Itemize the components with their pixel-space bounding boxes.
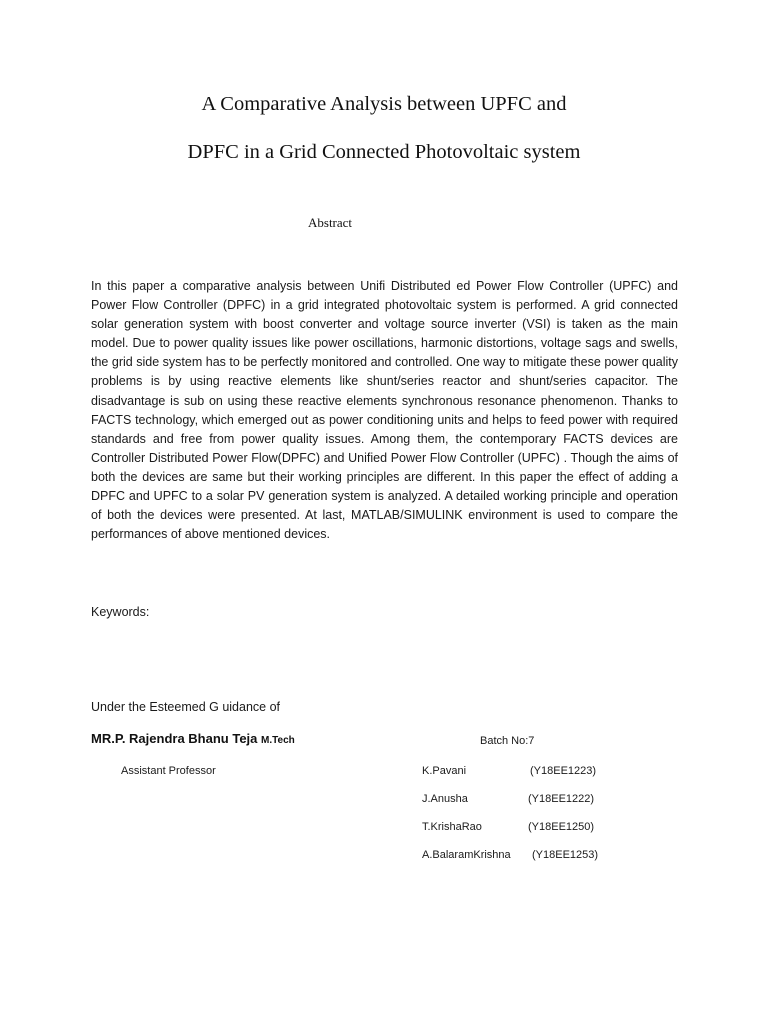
guide-name: MR.P. Rajendra Bhanu Teja bbox=[91, 731, 258, 746]
team-member bbox=[422, 765, 622, 781]
abstract-heading: Abstract bbox=[308, 215, 353, 230]
abstract-body: In this paper a comparative analysis between Unifi Distributed ed Power Flow Controller (UPFC) and Power Flow Controller (DPFC) in a grid integrated photovoltaic system is performed. A grid connected solar generation system with boost converter and voltage source inverter (VSI) is taken as the main model. Due to power quality issues like power oscillations, harmonic distortions, voltage sags and swells, the grid side system has to be perfectly monitored and controlled. One way to mitigate these power quality problems is by using reactive elements like shunt/series reactor and shunt/series capacitor. The disadvantage is sub on using these reactive elements synchronous resonance phenomenon. Thanks to FACTS technology, which emerged out as power conditioning units and helps to feed power with required standards and free from power quality issues. Among them, the contemporary FACTS devices are Controller Distributed Power Flow(DPFC) and Unified Power Flow Controller (UPFC) . Though the aims of both the devices are same but their working principles are different. In this paper the effect of adding a DPFC and UPFC to a solar PV generation system is analyzed. A detailed working principle and operation of both the devices were presented. At last, MATLAB/SIMULINK environment is used to compare the performances of above mentioned devices. bbox=[91, 279, 678, 542]
keywords-label: Keywords: bbox=[91, 605, 150, 619]
member-name: K.Pavani bbox=[422, 765, 467, 777]
title-line-1: A Comparative Analysis between UPFC and bbox=[201, 93, 567, 115]
title-line-2: DPFC in a Grid Connected Photovoltaic system bbox=[187, 141, 581, 163]
member-name: T.KrishaRao bbox=[422, 821, 482, 833]
member-roll-number: (Y18EE1250) bbox=[528, 821, 595, 833]
team-member bbox=[422, 849, 622, 865]
team-member bbox=[422, 821, 622, 837]
member-roll-number: (Y18EE1253) bbox=[532, 849, 599, 861]
guide-degree: M.Tech bbox=[261, 735, 295, 746]
guide-role: Assistant Professor bbox=[121, 765, 216, 777]
team-member bbox=[422, 793, 622, 809]
member-name: A.BalaramKrishna bbox=[422, 849, 511, 861]
member-roll-number: (Y18EE1222) bbox=[528, 793, 595, 805]
guide-name-line bbox=[91, 731, 295, 746]
batch-number: Batch No:7 bbox=[480, 735, 535, 747]
member-roll-number: (Y18EE1223) bbox=[530, 765, 597, 777]
guidance-label: Under the Esteemed G uidance of bbox=[91, 700, 281, 714]
member-name: J.Anusha bbox=[422, 793, 468, 805]
